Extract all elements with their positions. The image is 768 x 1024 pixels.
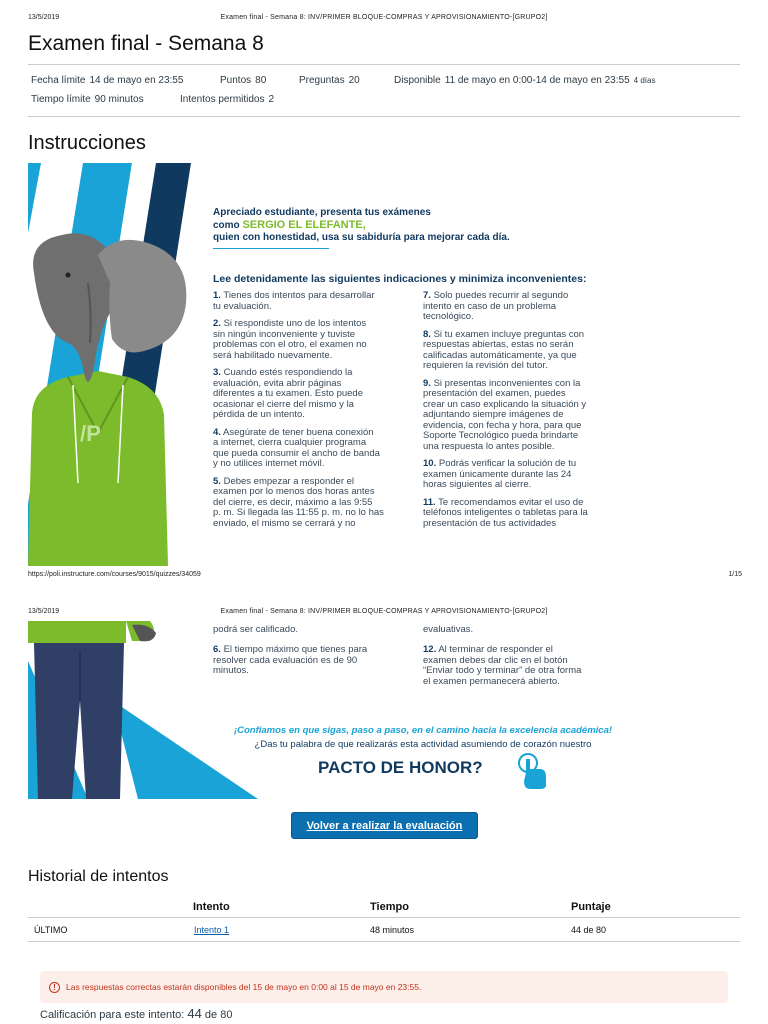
instruction-number: 4. xyxy=(213,426,221,438)
closing-line-1: ¡Confiamos en que sigas, paso a paso, en el camino hacia la excelencia académica! xyxy=(233,725,613,736)
alert-text: Las respuestas correctas estarán disponibles del 15 de mayo en 0:00 al 15 de mayo en 23:55. xyxy=(66,982,422,992)
instruction-item xyxy=(213,291,399,312)
instruction-line: crear un caso explicando la situación y xyxy=(423,398,587,410)
green-hoodie xyxy=(28,371,168,566)
instruction-line: examen debes dar clic en el botón xyxy=(423,654,568,666)
print-page-number: 1/15 xyxy=(728,571,742,578)
instruction-number: 3. xyxy=(213,367,221,378)
instruction-line: teléfonos inteligentes o tabletas para la xyxy=(423,507,588,518)
instruction-line: a internet, cierra cualquier programa xyxy=(213,437,367,448)
continued-right: evaluativas. xyxy=(423,624,474,635)
print-doc-title: Examen final - Semana 8: INV/PRIMER BLOQUE-COMPRAS Y APROVISIONAMIENTO-[GRUPO2] xyxy=(220,608,548,615)
instruction-line: examen por lo menos dos horas antes xyxy=(213,486,375,497)
instruction-line: ocasionar el cierre del mismo y la xyxy=(213,398,354,410)
instruction-item xyxy=(213,368,399,421)
print-header xyxy=(0,10,768,24)
divider xyxy=(28,64,740,65)
instruction-item-12 xyxy=(423,645,613,687)
instruction-item xyxy=(213,319,399,361)
instruction-item xyxy=(423,498,609,530)
table-header-divider xyxy=(28,917,740,918)
instruction-number: 11. xyxy=(423,496,436,508)
instruction-item xyxy=(423,459,609,491)
greeting-block xyxy=(213,207,613,249)
warning-icon: ! xyxy=(49,982,60,993)
instruction-text: Si presentas inconvenientes con la xyxy=(430,377,581,389)
attempt-score: 44 de 80 xyxy=(571,925,607,935)
instruction-line: horas siguientes al cierre. xyxy=(423,479,532,490)
pointing-hand-icon xyxy=(516,751,552,791)
instruction-item xyxy=(213,645,399,677)
instruction-text: Tienes dos intentos para desarrollar xyxy=(220,290,375,301)
brand-logo-icon: /P xyxy=(80,421,101,446)
accent-line xyxy=(213,248,329,249)
instruction-line: tu evaluación. xyxy=(213,300,272,312)
instruction-text: Asegúrate de tener buena conexión xyxy=(220,426,374,438)
column-header-attempt: Intento xyxy=(193,901,230,913)
instruction-text: Te recomendamos evitar el uso de xyxy=(435,496,584,508)
questions: Preguntas 20 xyxy=(299,75,360,86)
instruction-item xyxy=(213,428,399,470)
page-title: Examen final - Semana 8 xyxy=(28,32,264,55)
greeting-line-2: como SERGIO EL ELEFANTE, xyxy=(213,219,366,231)
greeting-line-1: Apreciado estudiante, presenta tus exámenes xyxy=(213,207,431,218)
column-header-time: Tiempo xyxy=(370,901,409,913)
instruction-number: 6. xyxy=(213,644,221,655)
print-date: 13/5/2019 xyxy=(28,14,60,21)
instruction-line: enviado, el mismo se cerrará y no xyxy=(213,517,356,529)
instruction-line: el examen permanecerá abierto. xyxy=(423,675,560,687)
instruction-number: 5. xyxy=(213,475,221,487)
instruction-line: presentación de tus actividades xyxy=(423,517,557,529)
instruction-text: El tiempo máximo que tienes para xyxy=(220,644,368,655)
instruction-line: intento en caso de un problema xyxy=(423,300,557,312)
instruction-line: “Enviar todo y terminar” de otra forma xyxy=(423,665,582,676)
instruction-number: 9. xyxy=(423,377,431,389)
instructions-column-right xyxy=(423,291,609,536)
instruction-line: calificadas automáticamente, ya que xyxy=(423,349,577,361)
instruction-text: Si respondiste uno de los intentos xyxy=(220,318,367,329)
score-total: de 80 xyxy=(204,1009,233,1021)
print-doc-title: Examen final - Semana 8: INV/PRIMER BLOQUE-COMPRAS Y APROVISIONAMIENTO-[GRUPO2] xyxy=(220,14,548,21)
instruction-line: adjuntando siempre imágenes de xyxy=(423,409,564,420)
instruction-line: del cierre, es decir, máximo a las 9:55 xyxy=(213,496,373,508)
instruction-item xyxy=(213,477,399,530)
instruction-line: resolver cada evaluación es de 90 xyxy=(213,654,358,666)
score-value: 44 xyxy=(187,1006,202,1021)
instruction-number: 7. xyxy=(423,290,431,301)
column-header-score: Puntaje xyxy=(571,901,611,913)
honor-pact-heading: PACTO DE HONOR? xyxy=(318,758,483,777)
instruction-line: pérdida de un intento. xyxy=(213,409,305,420)
print-url: https://poli.instructure.com/courses/9015/quizzes/34059 xyxy=(28,571,201,578)
instruction-line: Soporte Tecnológico pueda brindarte xyxy=(423,430,579,441)
print-header xyxy=(0,604,768,618)
instruction-item xyxy=(423,291,609,323)
instruction-number: 2. xyxy=(213,318,221,329)
instruction-line: tecnológico. xyxy=(423,311,474,322)
table-bottom-divider xyxy=(28,941,740,942)
continued-left: podrá ser calificado. xyxy=(213,624,299,635)
instruction-line: evaluación, evita abrir páginas xyxy=(213,377,342,389)
instructions-banner xyxy=(28,163,628,566)
time-limit: Tiempo límite 90 minutos xyxy=(31,94,144,105)
instruction-text: Al terminar de responder el xyxy=(436,644,553,655)
instructions-banner-continued xyxy=(28,621,628,799)
retake-quiz-button[interactable]: Volver a realizar la evaluación xyxy=(291,812,478,839)
allowed-attempts: Intentos permitidos 2 xyxy=(180,94,275,105)
instruction-number: 10. xyxy=(423,458,437,469)
instruction-text: Si tu examen incluye preguntas con xyxy=(430,328,585,340)
instruction-number: 1. xyxy=(213,290,221,301)
instruction-line: que pueda consumir el ancho de banda xyxy=(213,447,380,459)
attempt-score-summary xyxy=(40,1006,232,1021)
instruction-text: Podrás verificar la solución de tu xyxy=(436,458,577,469)
instruction-line: presentación del examen, puedes xyxy=(423,388,566,399)
instruction-item xyxy=(423,330,609,372)
instruction-line: respuestas abiertas, estas no serán xyxy=(423,339,574,350)
instruction-line: examen únicamente durante las 24 xyxy=(423,468,572,480)
points: Puntos 80 xyxy=(220,75,267,86)
instruction-line: una respuesta lo antes posible. xyxy=(423,440,555,452)
availability: Disponible 11 de mayo en 0:00-14 de mayo en 23:55 4 días xyxy=(394,75,656,86)
instruction-line: sin ningún inconveniente y tuviste xyxy=(213,328,356,340)
instruction-text: Solo puedes recurrir al segundo xyxy=(430,290,569,301)
closing-line-2: ¿Das tu palabra de que realizarás esta actividad asumiendo de corazón nuestro xyxy=(254,739,592,750)
due-date: Fecha límite 14 de mayo en 23:55 xyxy=(31,75,184,86)
attempt-history-title: Historial de intentos xyxy=(28,868,169,885)
instruction-line: diferentes a tu examen. Esto puede xyxy=(213,388,363,399)
instruction-line: problemas con el otro, el examen no xyxy=(213,339,367,350)
jeans xyxy=(34,643,124,799)
instruction-line: requieren la revisión del tutor. xyxy=(423,360,548,371)
instructions-title: Instrucciones xyxy=(28,132,146,154)
score-label: Calificación para este intento: xyxy=(40,1009,185,1021)
instruction-item xyxy=(423,645,613,687)
instruction-line: p. m. Si llegada las 11:55 p. m. no lo has xyxy=(213,507,384,518)
greeting-line-3: quien con honestidad, usa su sabiduría para mejorar cada día. xyxy=(213,232,510,243)
attempt-time: 48 minutos xyxy=(370,925,415,935)
instruction-line: evidencia, con fecha y hora, para que xyxy=(423,419,582,431)
row-label: ÚLTIMO xyxy=(34,925,68,935)
attempt-link[interactable]: Intento 1 xyxy=(194,925,230,935)
instruction-line: será habilitado nuevamente. xyxy=(213,349,333,361)
instruction-text: Cuando estés respondiendo la xyxy=(220,367,353,378)
instruction-item xyxy=(423,379,609,453)
answers-availability-alert xyxy=(40,971,728,1003)
instruction-number: 8. xyxy=(423,328,431,340)
instructions-lead: Lee detenidamente las siguientes indicaciones y minimiza inconvenientes: xyxy=(213,273,587,285)
divider xyxy=(28,116,740,117)
instruction-line: minutos. xyxy=(213,665,249,676)
instruction-number: 12. xyxy=(423,644,437,655)
instruction-item-6 xyxy=(213,645,399,677)
instructions-column-left xyxy=(213,291,399,536)
instruction-text: Debes empezar a responder el xyxy=(220,475,355,487)
instruction-line: y no utilices internet móvil. xyxy=(213,458,325,469)
print-date: 13/5/2019 xyxy=(28,608,60,615)
